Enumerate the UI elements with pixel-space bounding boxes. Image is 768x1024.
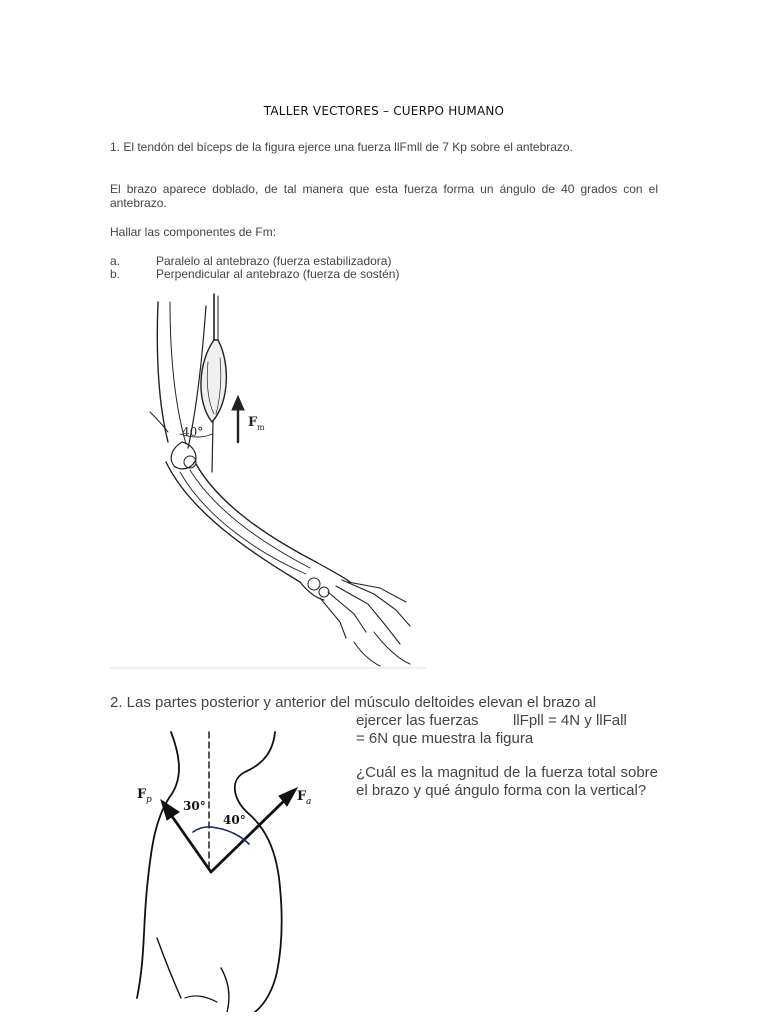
- fp-label: F: [137, 787, 147, 802]
- problem2-line2a: ejercer las fuerzas: [356, 712, 479, 729]
- problem1-statement: 1. El tendón del bíceps de la figura ejerce una fuerza llFmll de 7 Kp sobre el antebrazo.: [110, 140, 573, 154]
- problem2-line1: 2. Las partes posterior y anterior del músculo deltoides elevan el brazo al: [110, 694, 597, 711]
- problem1-item-a: [110, 254, 391, 268]
- problem1-context: El brazo aparece doblado, de tal manera que esta fuerza forma un ángulo de 40 grados con el antebrazo.: [110, 182, 658, 210]
- biceps-force-label: F: [248, 415, 258, 430]
- biceps-force-subscript: m: [257, 423, 265, 432]
- angle-30-label: 30°: [183, 799, 206, 813]
- fa-label: F: [297, 789, 307, 804]
- problem2-question: ¿Cuál es la magnitud de la fuerza total sobre el brazo y qué ángulo forma con la vertical?: [356, 764, 658, 799]
- fp-subscript: p: [146, 795, 152, 805]
- problem2-line2b: llFpll = 4N y llFall: [513, 712, 627, 729]
- item-marker: b.: [110, 267, 121, 281]
- document-title: TALLER VECTORES – CUERPO HUMANO: [263, 104, 505, 118]
- item-marker: a.: [110, 254, 121, 268]
- problem1-item-b: [110, 267, 399, 281]
- fa-subscript: a: [306, 797, 312, 807]
- item-text: Perpendicular al antebrazo (fuerza de sostén): [156, 267, 400, 281]
- biceps-angle-label: 40°: [182, 425, 204, 439]
- problem2-line3: = 6N que muestra la figura: [356, 730, 534, 747]
- angle-40-label: 40°: [223, 813, 246, 827]
- biceps-arm-figure: [110, 292, 426, 672]
- deltoid-figure: [125, 728, 355, 1012]
- problem1-task: Hallar las componentes de Fm:: [110, 225, 277, 239]
- item-text: Paralelo al antebrazo (fuerza estabilizadora): [156, 254, 392, 268]
